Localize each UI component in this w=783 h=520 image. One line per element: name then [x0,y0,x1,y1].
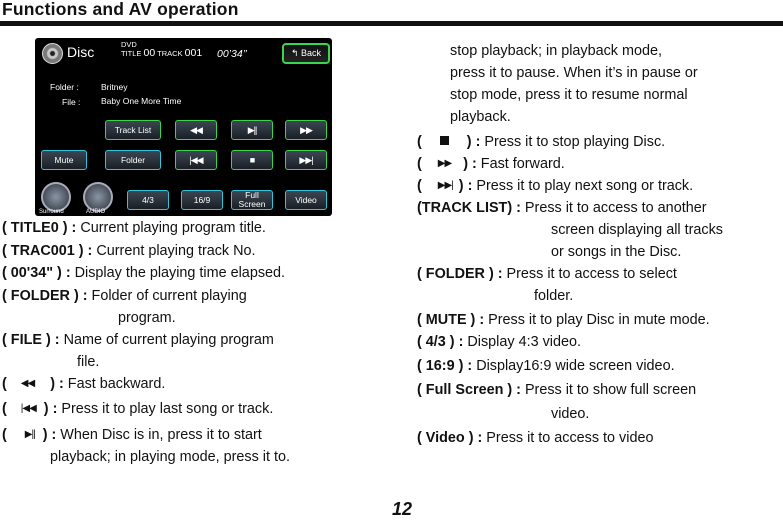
prev-desc: Press it to play last song or track. [61,401,274,417]
screen-dvd-label: DVD [121,40,137,49]
screen-mute-button[interactable]: Mute [41,150,87,170]
right-video-line [417,429,653,447]
left-folder-line [2,287,247,305]
screen-audio-label: AUDIO [86,209,106,215]
page-title: Functions and AV operation [2,0,239,19]
screen-track-value: 001 [184,47,203,59]
track-key: ( TRAC001 ) : [2,243,93,259]
right-mute-line [417,311,710,329]
left-rewind-line [2,375,165,393]
right-cont-1: stop playback; in playback mode, [450,43,662,59]
play-pause-icon: ▶|| [24,429,35,441]
pp-open: ( [2,427,7,443]
screen-16-9-button[interactable]: 16/9 [181,190,223,210]
right-cont-3: stop mode, press it to resume normal [450,87,688,103]
screen-video-button[interactable]: Video [285,190,327,210]
ff-desc: Fast forward. [480,156,565,172]
right-folder-desc-2: folder. [534,288,574,304]
stop-icon: ■ [249,155,255,165]
next-track-icon: ▶▶| [299,155,313,165]
screen-folder-label: Folder : [50,82,79,92]
prev-open: ( [2,401,7,417]
screen-folder-value: Britney [101,82,128,92]
screen-folder-button[interactable]: Folder [105,150,161,170]
full-desc-1: Press it to show full screen [524,382,697,398]
page-header [0,0,783,28]
file-key: ( FILE ) : [2,332,60,348]
right-tracklist-line [417,199,707,217]
fast-forward-icon: ▶▶ [300,125,312,135]
r169-key: ( 16:9 ) : [417,358,473,374]
left-previous-line [2,400,273,418]
next-track-icon: ▶▶| [437,180,453,192]
left-track-line [2,242,256,260]
video-desc: Press it to access to video [486,430,654,446]
screen-full-label-1: Full [245,190,259,200]
screen-rewind-button[interactable] [175,120,217,140]
full-desc-2: video. [551,406,590,422]
right-next-line [417,177,693,195]
header-rule [0,21,783,26]
screen-4-3-button[interactable]: 4/3 [127,190,169,210]
screen-full-label-2: Screen [238,199,266,209]
pp-desc-2: playback; in playing mode, press it to. [50,449,290,465]
screen-back-label: Back [301,48,322,58]
surround-knob-icon[interactable] [41,182,71,212]
screen-surround-label: Surround [39,209,64,215]
title-key: ( TITLE0 ) : [2,220,77,236]
prev-close: ) : [43,401,58,417]
screen-time: 00’34’’ [217,48,247,60]
right-ff-line [417,155,565,173]
ff-close: ) : [463,156,477,172]
screen-back-button[interactable] [282,43,330,64]
r43-key: ( 4/3 ) : [417,334,464,350]
audio-knob-icon[interactable] [83,182,113,212]
right-43-line [417,333,581,351]
rew-open: ( [2,376,7,392]
r43-desc: Display 4:3 video. [467,334,581,350]
folder-key: ( FOLDER ) : [2,288,88,304]
next-close: ) : [458,178,473,194]
tracklist-desc-3: or songs in the Disc. [551,244,682,260]
stop-open: ( [417,134,422,150]
track-desc: Current playing track No. [96,243,256,259]
previous-track-icon: |◀◀ [20,403,36,415]
dvd-screen-illustration [35,38,332,216]
full-key: ( Full Screen ) : [417,382,521,398]
time-key: ( 00'34" ) : [2,265,71,281]
right-stop-line [417,133,665,151]
fast-forward-icon: ▶▶ [437,158,452,170]
tracklist-key: (TRACK LIST) : [417,200,521,216]
mute-desc: Press it to play Disc in mute mode. [488,312,710,328]
back-arrow-icon: ↰ [290,48,299,58]
screen-stop-button[interactable] [231,150,273,170]
left-play-pause-line [2,426,262,444]
folder-desc-1: Folder of current playing [91,288,247,304]
pp-close: ) : [42,427,57,443]
stop-close: ) : [466,134,481,150]
stop-icon [440,136,449,145]
right-folder-key: ( FOLDER ) : [417,266,503,282]
screen-next-button[interactable] [285,150,327,170]
pp-desc-1: When Disc is in, press it to start [60,427,262,443]
stop-desc: Press it to stop playing Disc. [484,134,666,150]
left-file-line [2,331,274,349]
time-desc: Display the playing time elapsed. [74,265,286,281]
right-full-line [417,381,696,399]
right-folder-line [417,265,677,283]
folder-desc-2: program. [118,310,176,326]
ff-open: ( [417,156,422,172]
next-desc: Press it to play next song or track. [476,178,694,194]
disc-icon [42,43,63,64]
screen-title-label: TITLE [121,49,142,58]
file-desc-2: file. [77,354,100,370]
screen-track-label: TRACK [157,49,183,58]
video-key: ( Video ) : [417,430,483,446]
screen-dvd-info [121,41,202,58]
screen-fast-forward-button[interactable] [285,120,327,140]
play-pause-icon: ▶|| [247,125,257,135]
right-169-line [417,357,675,375]
screen-disc-label: Disc [67,44,95,60]
screen-track-list-button[interactable]: Track List [105,120,161,140]
previous-track-icon: |◀◀ [189,155,203,165]
rewind-icon: ◀◀ [20,378,35,390]
screen-title-value: 00 [143,47,156,59]
right-cont-2: press it to pause. When it’s in pause or [450,65,698,81]
screen-previous-button[interactable] [175,150,217,170]
left-time-line [2,264,285,282]
page-number: 12 [392,499,413,519]
tracklist-desc-1: Press it to access to another [524,200,707,216]
screen-play-pause-button[interactable] [231,120,273,140]
file-desc-1: Name of current playing program [63,332,274,348]
screen-file-value: Baby One More Time [101,96,182,106]
right-cont-4: playback. [450,109,511,125]
screen-full-screen-button[interactable] [231,190,273,210]
rew-close: ) : [50,376,64,392]
rewind-icon: ◀◀ [190,125,202,135]
tracklist-desc-2: screen displaying all tracks [551,222,723,238]
next-open: ( [417,178,422,194]
title-desc: Current playing program title. [80,220,266,236]
rew-desc: Fast backward. [67,376,166,392]
right-folder-desc-1: Press it to access to select [506,266,677,282]
left-title-line [2,219,266,237]
r169-desc: Display16:9 wide screen video. [476,358,675,374]
screen-file-label: File : [62,97,81,107]
mute-key: ( MUTE ) : [417,312,485,328]
